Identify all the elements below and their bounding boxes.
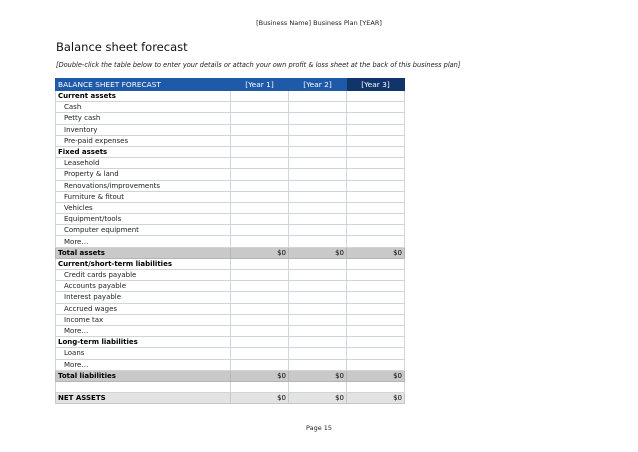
table-row [56,225,405,236]
value-cell[interactable] [231,225,289,236]
value-cell[interactable] [289,180,347,191]
line-item-label: Income tax [56,314,231,325]
spacer-cell [347,381,405,392]
value-cell[interactable] [289,191,347,202]
value-cell[interactable] [289,169,347,180]
value-cell[interactable] [231,191,289,202]
net-assets-row-value: $0 [289,393,347,404]
spacer-cell [231,381,289,392]
value-cell[interactable] [231,314,289,325]
value-cell[interactable] [289,236,347,247]
balance-sheet-table[interactable] [55,78,405,404]
section-label: Current assets [56,91,231,102]
table-row [56,180,405,191]
line-item-label: Petty cash [56,113,231,124]
spacer-cell [56,381,231,392]
value-cell[interactable] [347,303,405,314]
value-cell[interactable] [231,135,289,146]
line-item-label: Furniture & fitout [56,191,231,202]
value-cell[interactable] [231,102,289,113]
value-cell[interactable] [289,202,347,213]
value-cell[interactable] [289,348,347,359]
value-cell[interactable] [231,292,289,303]
table-row [56,359,405,370]
table-row [56,303,405,314]
value-cell[interactable] [231,325,289,336]
table-row [56,191,405,202]
page-number: Page 15 [305,424,333,432]
spacer-row [56,381,405,392]
value-cell[interactable] [231,113,289,124]
table-row [56,270,405,281]
table-header-title: BALANCE SHEET FORECAST [56,79,231,91]
section-row [56,258,405,269]
line-item-label: Accounts payable [56,281,231,292]
value-cell[interactable] [289,314,347,325]
value-cell[interactable] [289,325,347,336]
value-cell[interactable] [231,281,289,292]
value-cell[interactable] [347,359,405,370]
value-cell[interactable] [347,169,405,180]
line-item-label: Inventory [56,124,231,135]
line-item-label: Accrued wages [56,303,231,314]
value-cell[interactable] [231,158,289,169]
value-cell[interactable] [347,225,405,236]
section-row [56,91,405,102]
value-cell[interactable] [289,359,347,370]
total-assets-row-value: $0 [289,247,347,258]
value-cell[interactable] [289,135,347,146]
table-row [56,102,405,113]
line-item-label: Loans [56,348,231,359]
total-liabilities-row-value: $0 [289,370,347,381]
year-2-header: [Year 2] [289,79,347,91]
value-cell[interactable] [289,91,347,102]
section-row [56,337,405,348]
net-assets-row-label: NET ASSETS [56,393,231,404]
table-row [56,135,405,146]
value-cell[interactable] [289,146,347,157]
line-item-label: Computer equipment [56,225,231,236]
line-item-label: Renovations/improvements [56,180,231,191]
section-label: Current/short-term liabilities [56,258,231,269]
value-cell[interactable] [289,124,347,135]
value-cell[interactable] [289,258,347,269]
value-cell[interactable] [347,314,405,325]
table-row [56,325,405,336]
value-cell[interactable] [347,146,405,157]
net-assets-row-value: $0 [231,393,289,404]
line-item-label: Equipment/tools [56,214,231,225]
value-cell[interactable] [231,146,289,157]
value-cell[interactable] [289,102,347,113]
table-row [56,281,405,292]
line-item-label: Pre-paid expenses [56,135,231,146]
total-liabilities-row [56,370,405,381]
line-item-label: Vehicles [56,202,231,213]
table-header-row [56,79,405,91]
line-item-label: Credit cards payable [56,270,231,281]
line-item-label: More… [56,236,231,247]
value-cell[interactable] [289,281,347,292]
document-header: [Business Name] Business Plan [YEAR] [256,19,382,27]
table-row [56,158,405,169]
value-cell[interactable] [347,180,405,191]
value-cell[interactable] [231,214,289,225]
value-cell[interactable] [231,236,289,247]
value-cell[interactable] [289,292,347,303]
net-assets-row-value: $0 [347,393,405,404]
value-cell[interactable] [347,91,405,102]
spacer-cell [289,381,347,392]
line-item-label: More… [56,359,231,370]
value-cell[interactable] [289,158,347,169]
value-cell[interactable] [347,158,405,169]
value-cell[interactable] [231,91,289,102]
total-assets-row [56,247,405,258]
line-item-label: Interest payable [56,292,231,303]
section-label: Long-term liabilities [56,337,231,348]
table-row [56,236,405,247]
value-cell[interactable] [347,348,405,359]
value-cell[interactable] [347,325,405,336]
page-title: Balance sheet forecast [56,40,188,54]
value-cell[interactable] [347,258,405,269]
section-label: Fixed assets [56,146,231,157]
year-3-header: [Year 3] [347,79,405,91]
net-assets-row [56,393,405,404]
value-cell[interactable] [231,258,289,269]
table-row [56,124,405,135]
value-cell[interactable] [289,113,347,124]
value-cell[interactable] [231,303,289,314]
line-item-label: Leasehold [56,158,231,169]
table-row [56,169,405,180]
table-row [56,292,405,303]
value-cell[interactable] [289,270,347,281]
value-cell[interactable] [289,337,347,348]
value-cell[interactable] [347,202,405,213]
year-1-header: [Year 1] [231,79,289,91]
value-cell[interactable] [231,270,289,281]
value-cell[interactable] [347,191,405,202]
total-liabilities-row-value: $0 [231,370,289,381]
total-assets-row-label: Total assets [56,247,231,258]
value-cell[interactable] [289,303,347,314]
value-cell[interactable] [231,202,289,213]
value-cell[interactable] [231,359,289,370]
value-cell[interactable] [347,124,405,135]
instructions-text: [Double-click the table below to enter your details or attach your own profit & loss sheet at the back of this business plan] [56,61,461,69]
value-cell[interactable] [231,348,289,359]
value-cell[interactable] [347,236,405,247]
table-row [56,314,405,325]
total-assets-row-value: $0 [347,247,405,258]
total-liabilities-row-label: Total liabilities [56,370,231,381]
value-cell[interactable] [347,135,405,146]
value-cell[interactable] [347,113,405,124]
value-cell[interactable] [231,337,289,348]
table-row [56,202,405,213]
section-row [56,146,405,157]
value-cell[interactable] [231,169,289,180]
value-cell[interactable] [347,214,405,225]
value-cell[interactable] [289,214,347,225]
total-liabilities-row-value: $0 [347,370,405,381]
line-item-label: Cash [56,102,231,113]
line-item-label: Property & land [56,169,231,180]
table-row [56,113,405,124]
value-cell[interactable] [231,180,289,191]
line-item-label: More… [56,325,231,336]
value-cell[interactable] [347,281,405,292]
value-cell[interactable] [231,124,289,135]
value-cell[interactable] [347,337,405,348]
value-cell[interactable] [347,292,405,303]
value-cell[interactable] [289,225,347,236]
table-row [56,348,405,359]
value-cell[interactable] [347,102,405,113]
total-assets-row-value: $0 [231,247,289,258]
value-cell[interactable] [347,270,405,281]
table-row [56,214,405,225]
